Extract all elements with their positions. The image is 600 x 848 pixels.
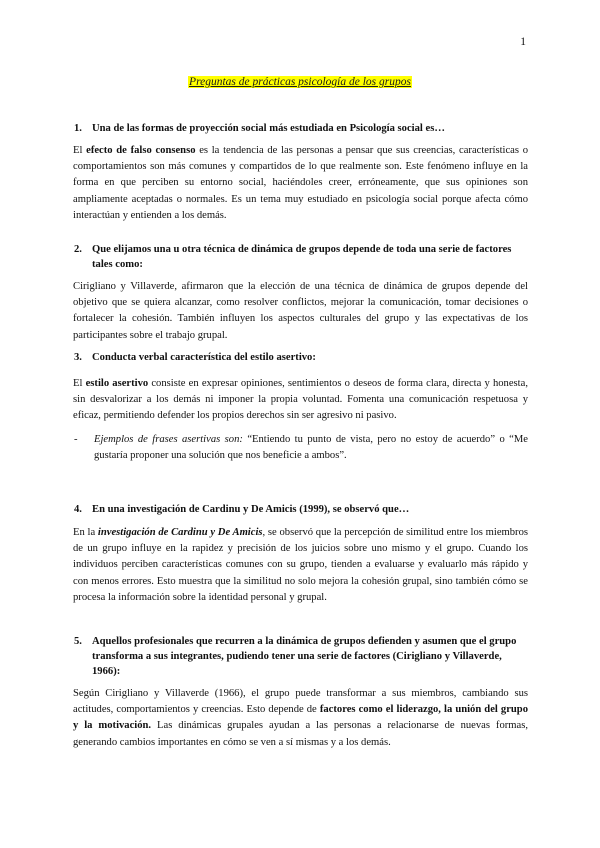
- answer-1-bold: efecto de falso consenso: [86, 145, 196, 156]
- document-title: Preguntas de prácticas psicología de los grupos: [189, 76, 411, 88]
- answer-5-pre: Según Cirigliano y Villaverde (1966), el grupo puede transformar a sus miembros, cambiando sus actitudes, comportamientos y creencias. Esto depende de: [73, 688, 528, 716]
- answer-2: [73, 279, 528, 344]
- answer-4-bold: investigación de Cardinu y De Amicis: [97, 527, 263, 538]
- page-number: 1: [520, 36, 526, 48]
- bullet-text: “Entiendo tu punto de vista, pero no estoy de acuerdo” o “Me gustaría proponer una solución que nos beneficie a ambos”.: [94, 434, 528, 462]
- answer-4: [73, 525, 528, 606]
- answer-2-text: Cirigliano y Villaverde, afirmaron que la elección de una técnica de dinámica de grupos depende del objetivo que se quiera alcanzar, como resolver conflictos, mejorar la comunicación, tomar decisiones o fortalecer la cohesión. También influyen los aspectos culturales del grupo y las expectativas de los participantes sobre el trabajo grupal.: [73, 281, 528, 341]
- question-1-number: 1.: [74, 123, 82, 134]
- answer-3-bold: estilo asertivo: [85, 378, 149, 389]
- title-container: [0, 72, 600, 90]
- answer-3: [73, 376, 528, 425]
- question-2: [74, 242, 528, 272]
- answer-5: [73, 686, 528, 751]
- answer-1: [73, 143, 528, 224]
- question-5-number: 5.: [74, 636, 82, 647]
- answer-4-post: , se observó que la percepción de similitud entre los miembros de un grupo influye en la rapidez y precisión de los juicios sobre uno mismo y el grupo. Cuando los individuos perciben características comunes con su grupo, tienden a evaluarse y evaluarlo más rápido y con menos errores. Esto muestra que la similitud no solo mejora la cohesión grupal, sino también cómo se procesa la información sobre la identidad personal y grupal.: [73, 527, 529, 603]
- answer-5-post: Las dinámicas grupales ayudan a las personas a relacionarse de nuevas formas, generando cambios importantes en cómo se ven a sí mismas y a los demás.: [73, 720, 528, 748]
- question-4-text: En una investigación de Cardinu y De Amicis (1999), se observó que…: [92, 504, 410, 515]
- question-3: [74, 350, 528, 365]
- answer-3-pre: El: [73, 378, 86, 389]
- question-5-text: Aquellos profesionales que recurren a la dinámica de grupos defienden y asumen que el grupo transforma a sus integrantes, pudiendo tener una serie de factores (Cirigliano y Villaverde, 1966):: [92, 636, 517, 677]
- question-2-text: Que elijamos una u otra técnica de dinámica de grupos depende de toda una serie de factores tales como:: [92, 244, 512, 270]
- answer-3-bullet: [74, 432, 528, 464]
- answer-5-bold: factores como el liderazgo, la unión del grupo y la motivación.: [73, 704, 528, 732]
- question-4: [74, 502, 528, 517]
- answer-3-post: consiste en expresar opiniones, sentimientos o deseos de forma clara, directa y honesta, sin desvalorizar a los demás ni imponer la propia voluntad. Fomenta una comunicación respetuosa y eficaz, permitiendo defender los propios derechos sin ser agresivo ni pasivo.: [73, 378, 528, 422]
- question-3-text: Conducta verbal característica del estilo asertivo:: [92, 352, 316, 363]
- question-2-number: 2.: [74, 244, 82, 255]
- bullet-italic: Ejemplos de frases asertivas son:: [94, 434, 243, 445]
- answer-4-pre: En la: [73, 527, 98, 538]
- question-1: [74, 121, 528, 136]
- question-5: [74, 634, 528, 679]
- question-1-text: Una de las formas de proyección social más estudiada en Psicología social es…: [92, 123, 445, 134]
- question-4-number: 4.: [74, 504, 82, 515]
- answer-1-pre: El: [73, 145, 87, 156]
- bullet-dash: -: [74, 434, 78, 445]
- answer-1-post: es la tendencia de las personas a pensar que sus creencias, características o comportamientos son más comunes y compartidos de lo que realmente son. Este fenómeno influye en la forma en que perciben su entorno social, haciéndoles creer, erróneamente, que sus opiniones son ampliamente aceptadas o normales. Es un tema muy estudiado en psicología social porque afecta cómo interactúan y entienden a los demás.: [73, 145, 528, 221]
- question-3-number: 3.: [74, 352, 82, 363]
